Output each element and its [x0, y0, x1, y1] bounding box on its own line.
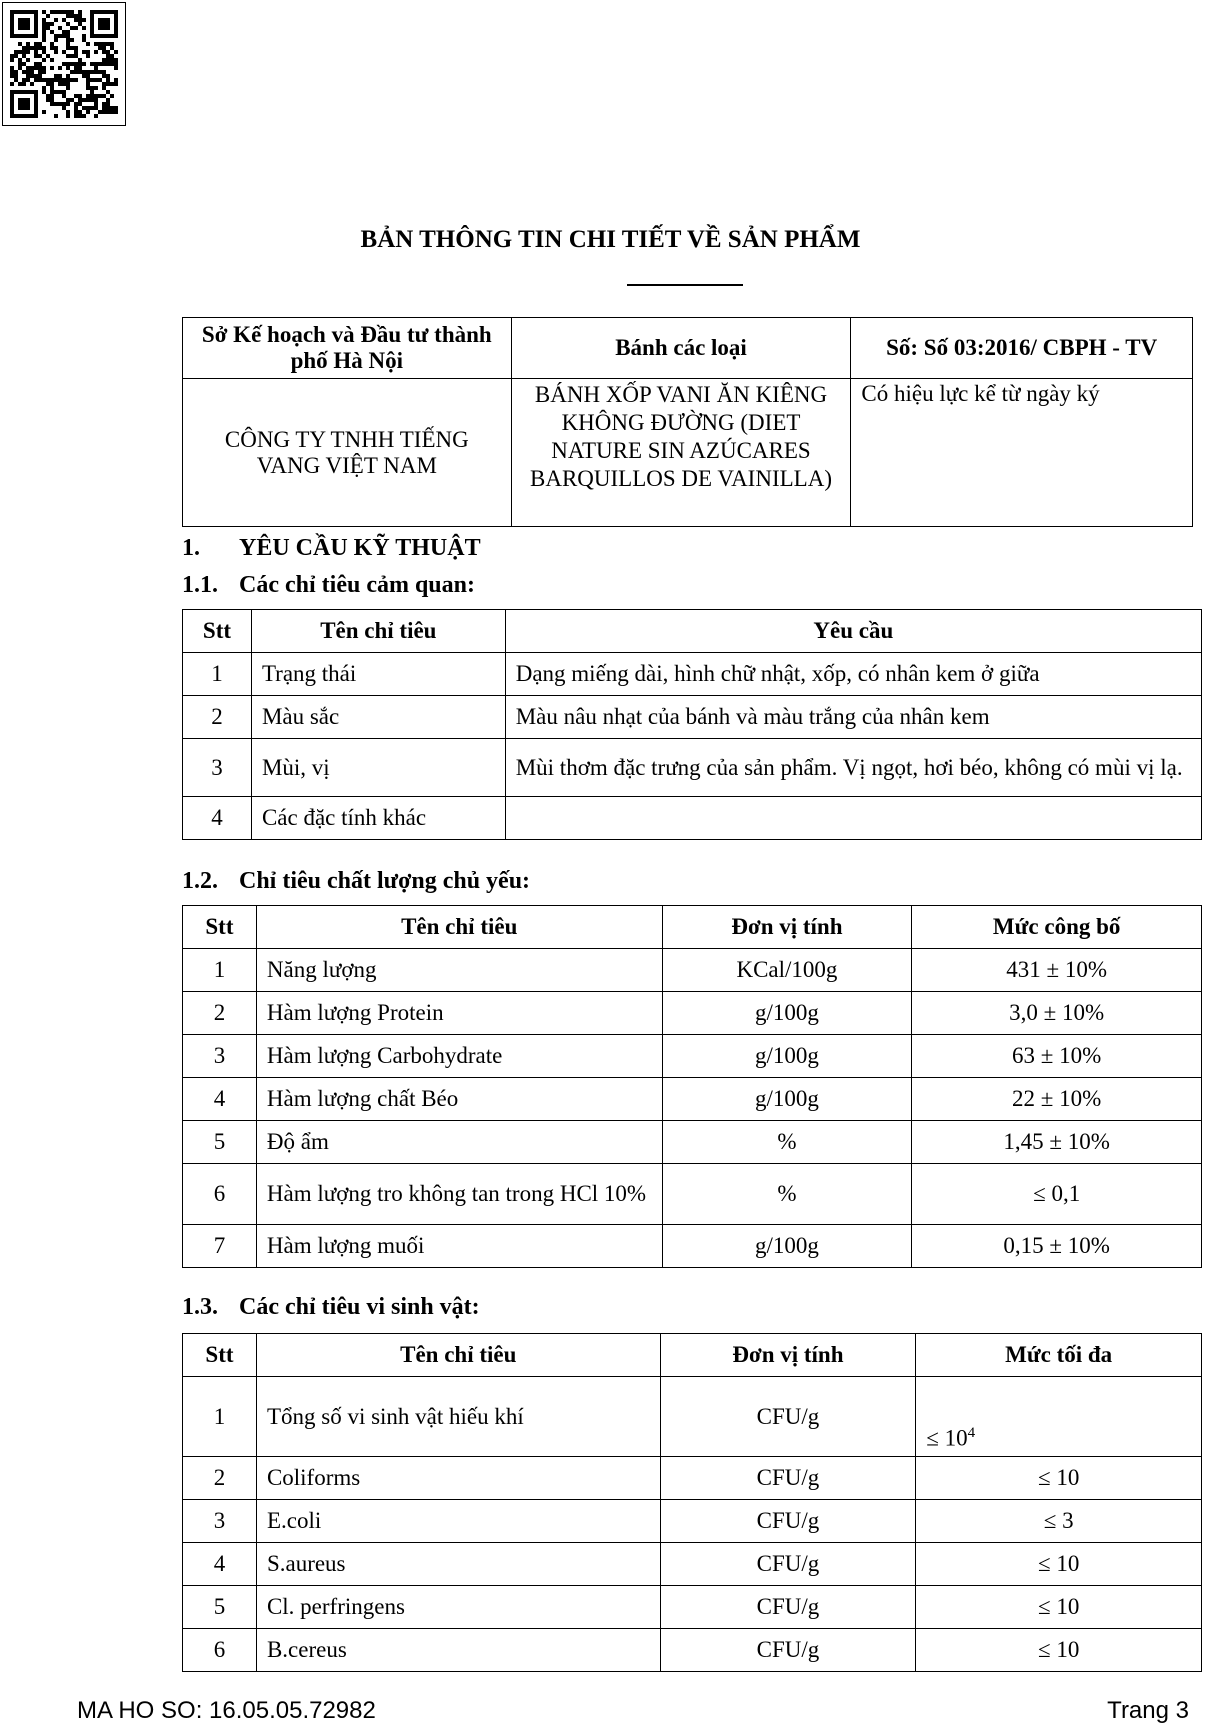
document-number-cell: Số: Số 03:2016/ CBPH - TV: [851, 318, 1193, 379]
table-row: 2 Màu sắc Màu nâu nhạt của bánh và màu trắng của nhân kem: [183, 696, 1202, 739]
header-table: [182, 317, 1193, 527]
document-title: BẢN THÔNG TIN CHI TIẾT VỀ SẢN PHẨM: [360, 226, 861, 253]
sensory-table: [182, 609, 1202, 840]
table-row: 1 Trạng thái Dạng miếng dài, hình chữ nhật, xốp, có nhân kem ở giữa: [183, 653, 1202, 696]
table-row: 6 B.cereus CFU/g ≤ 10: [183, 1629, 1202, 1672]
table-row: 5 Cl. perfringens CFU/g ≤ 10: [183, 1586, 1202, 1629]
column-header: Tên chỉ tiêu: [256, 1334, 660, 1377]
max-value-cell: ≤ $10^4$: [916, 1377, 1202, 1457]
company-cell: CÔNG TY TNHH TIẾNG VANG VIỆT NAM: [183, 379, 512, 527]
column-header: Stt: [183, 906, 257, 949]
column-header: Tên chỉ tiêu: [256, 906, 662, 949]
title-underline: [627, 284, 743, 286]
column-header: Mức công bố: [912, 906, 1202, 949]
microbiology-table: [182, 1333, 1202, 1672]
section-1-1-heading: 1.1. Các chỉ tiêu cảm quan:: [182, 572, 475, 598]
section-1-heading: 1. YÊU CẦU KỸ THUẬT: [182, 535, 481, 561]
product-name-cell: BÁNH XỐP VANI ĂN KIÊNG KHÔNG ĐƯỜNG (DIET NATURE SIN AZÚCARES BARQUILLOS DE VAINILLA): [511, 379, 851, 527]
column-header: Đơn vị tính: [662, 906, 912, 949]
table-row: 5 Độ ẩm % 1,45 ± 10%: [183, 1121, 1202, 1164]
column-header: Đơn vị tính: [660, 1334, 916, 1377]
section-1-2-heading: 1.2. Chỉ tiêu chất lượng chủ yếu:: [182, 868, 531, 894]
table-row: 4 Các đặc tính khác: [183, 797, 1202, 840]
column-header: Stt: [183, 610, 252, 653]
table-row: 1 Năng lượng KCal/100g 431 ± 10%: [183, 949, 1202, 992]
table-row: 4 Hàm lượng chất Béo g/100g 22 ± 10%: [183, 1078, 1202, 1121]
authority-cell: Sở Kế hoạch và Đầu tư thành phố Hà Nội: [183, 318, 512, 379]
column-header: Yêu cầu: [505, 610, 1201, 653]
column-header: Stt: [183, 1334, 257, 1377]
table-row: 3 Mùi, vị Mùi thơm đặc trưng của sản phẩm. Vị ngọt, hơi béo, không có mùi vị lạ.: [183, 739, 1202, 797]
section-1-3-heading: 1.3. Các chỉ tiêu vi sinh vật:: [182, 1294, 480, 1320]
table-row: 4 S.aureus CFU/g ≤ 10: [183, 1543, 1202, 1586]
table-row: 2 Hàm lượng Protein g/100g 3,0 ± 10%: [183, 992, 1202, 1035]
table-row: 2 Coliforms CFU/g ≤ 10: [183, 1457, 1202, 1500]
column-header: Mức tối đa: [916, 1334, 1202, 1377]
validity-cell: Có hiệu lực kể từ ngày ký: [851, 379, 1193, 527]
qr-code-icon: [10, 10, 118, 118]
quality-table: [182, 905, 1202, 1268]
qr-code: [2, 2, 126, 126]
dossier-number: MA HO SO: 16.05.05.72982: [77, 1697, 376, 1724]
table-row: 3 Hàm lượng Carbohydrate g/100g 63 ± 10%: [183, 1035, 1202, 1078]
table-row: 6 Hàm lượng tro không tan trong HCl 10% % ≤ 0,1: [183, 1164, 1202, 1225]
category-cell: Bánh các loại: [511, 318, 851, 379]
page-number: Trang 3: [1107, 1697, 1189, 1724]
column-header: Tên chỉ tiêu: [251, 610, 505, 653]
table-row: 7 Hàm lượng muối g/100g 0,15 ± 10%: [183, 1225, 1202, 1268]
table-row: 3 E.coli CFU/g ≤ 3: [183, 1500, 1202, 1543]
table-row: 1 Tổng số vi sinh vật hiếu khí CFU/g ≤ $10^4$: [183, 1377, 1202, 1457]
